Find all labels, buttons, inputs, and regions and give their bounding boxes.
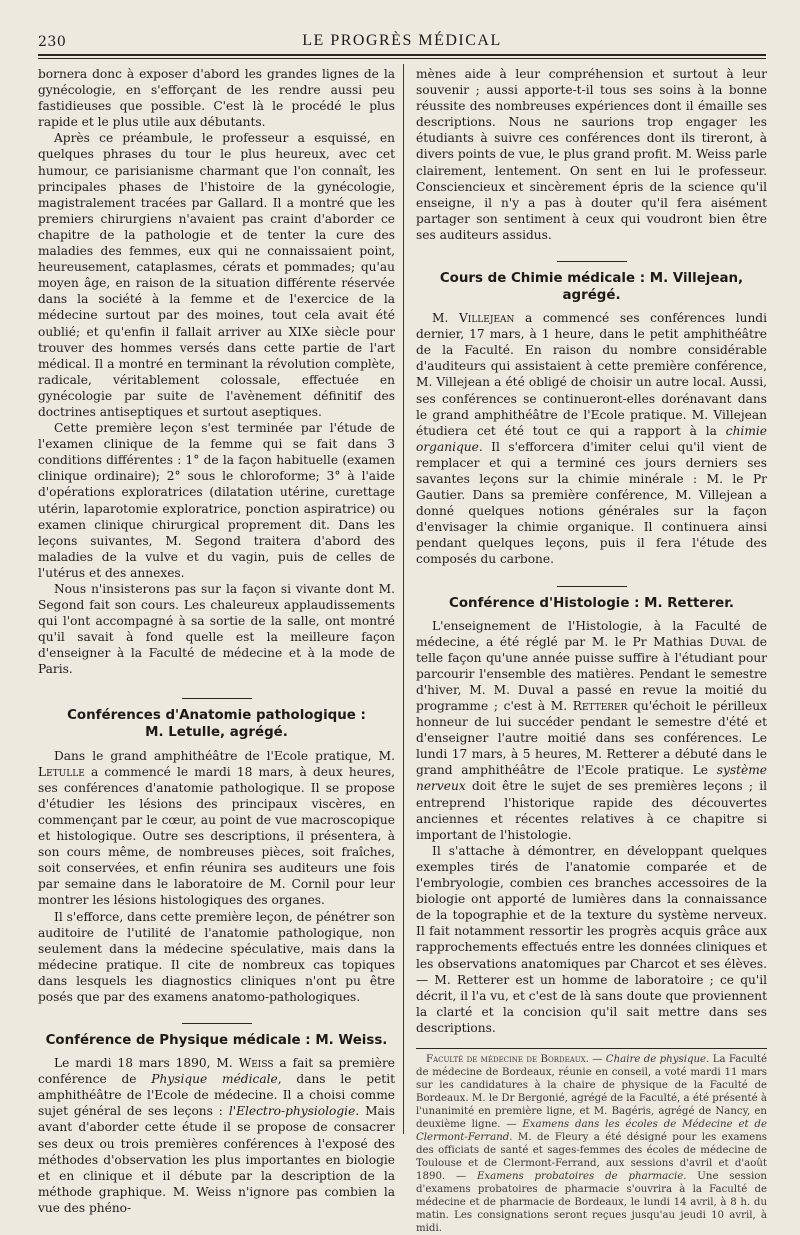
text-run: a commencé ses conférences lundi dernier, 17 mars, à 1 heure, dans le petit amphithéâtre de la Faculté. En raison du nombre considérable d'auditeurs qui assistaient à cette première conférence, M. Villejean a été obligé de choisir un autre local. Aussi, ses conférences se continueront-elles dorénavant dans le grand amphithéâtre de l'Ecole pratique. M. Villejean étudiera cet été tout ce qui a rapport à la	[416, 311, 767, 438]
text-run: a commencé le mardi 18 mars, à deux heures, ses conférences d'anatomie pathologique. Il se propose d'étudier les lésions des principaux viscères, en commençant par le cœur, au point de vue macroscopique et histologique. Outre ses descriptions, il présentera, à son cours même, de nombreuses pièces, soit fraîches, soit conservées, et enfin réunira ses auditeurs une fois par semaine dans le laboratoire de M. Cornil pour leur montrer les lésions histologiques des organes.	[38, 764, 395, 908]
column-divider	[403, 64, 404, 1134]
author-name: Weiss	[238, 1056, 274, 1071]
paragraph: Cette première leçon s'est terminée par l'étude de l'examen clinique de la femme qui se fait dans 3 conditions différentes : 1° de la façon habituelle (examen clinique ordinaire); 2° sous le chloroforme; 3° à l'aide d'opérations exploratrices (dilatation utérine, curettage utérin, laparotomie exploratrice, ponction aspiratrice) ou examen clinique chirurgical proprement dit. Dans les leçons suivantes, M. Segond traitera d'abord des maladies de la vulve et du vagin, puis de celles de l'utérus et des annexes.	[38, 421, 395, 580]
section-separator	[557, 586, 627, 587]
section-separator	[182, 1023, 252, 1024]
italic-text: Examens dans les écoles de Médecine et de Clermont-Ferrand	[416, 1118, 767, 1143]
paragraph: Il s'attache à démontrer, en développant quelques exemples tirés de l'anatomie comparée et de l'embryologie, combien ces branches accessoires de la biologie ont apporté de lumières dans la connaissance de la topographie et de la texture du système nerveux. Il fait notamment ressortir les progrès acquis grâce aux rapprochements effectués entre les données cliniques et les observations anatomiques par Charcot et ses élèves.— M. Retterer est un homme de laboratoire ; ce qu'il décrit, il l'a vu, et c'est de là sans doute que proviennent la clarté et la concision qu'il sait mettre dans ses descriptions.	[416, 843, 767, 1035]
note-paragraph	[416, 1053, 767, 1235]
text-run: La Faculté de médecine de Bordeaux, réunie en conseil, a voté mardi 11 mars sur les candidatures à la chaire de physique de la Faculté de Bordeaux. M. le Dr Bergonié, agrégé de la Faculté, a été présenté à l'unanimité en première ligne, et M. Bagéris, agrégé de Nancy, en deuxième ligne. —	[416, 1053, 768, 1130]
text-run: . Il s'efforcera d'imiter celui qu'il vient de remplacer et qui a terminé ces jours derniers ses savantes leçons sur la chimie minérale : M. le Pr Gautier. Dans sa première conférence, M. Villejean a donné quelques notions générales sur la façon d'envisager la chimie organique. Il continuera ainsi pendant quelques leçons, puis il fera l'étude des composés du carbone.	[416, 439, 767, 567]
paragraph	[38, 1055, 395, 1216]
section-title-line: agrégé.	[562, 288, 621, 304]
section-title-line: Cours de Chimie médicale : M. Villejean,	[439, 271, 744, 287]
paragraph: mènes aide à leur compréhension et surtout à leur souvenir ; aussi apporte-t-il tous ses soins à la bonne réussite des nombreuses expériences dont il émaille ses descriptions. Nous ne saurions trop engager les étudiants à suivre ces conférences dont ils tireront, à divers points de vue, le plus grand profit. M. Weiss parle clairement, lentement. On sent en lui le professeur. Consciencieux et sincèrement épris de la science qu'il enseigne, il n'y a pas à douter qu'il fera aisément partager son sentiment à ceux qui voudront bien être ses auditeurs assidus.	[416, 67, 767, 242]
faculty-notes	[416, 1053, 767, 1235]
page-number: 230	[38, 34, 67, 50]
italic-text: système nerveux	[416, 763, 767, 794]
paragraph: Nous n'insisterons pas sur la façon si vivante dont M. Segond fait son cours. Les chaleureux applaudissements qui l'ont accompagné à sa sortie de la salle, ont montré qu'il savait à fond quelle est la meilleure façon d'enseigner à la Faculté de médecine et à la mode de Paris.	[38, 582, 395, 677]
paragraph: Il s'efforce, dans cette première leçon, de pénétrer son auditoire de l'utilité de l'anatomie pathologique, non seulement dans la médecine spéculative, mais dans la médecine pratique. Il cite de nombreux cas topiques dans lesquels les diagnostics cliniques n'ont pu être posés que par des examens anatomo-pathologiques.	[38, 909, 395, 1004]
text-run: Une session d'examens probatoires de pharmacie s'ouvrira à la Faculté de médecine et de pharmacie de Bordeaux, le lundi 14 avril, à 8 h. du matin. Les consignations seront reçues jusqu'au jeudi 10 avril, à midi.	[416, 1170, 767, 1234]
left-column	[38, 66, 395, 1216]
author-name: Duval	[709, 634, 746, 649]
author-name: Letulle	[38, 764, 85, 779]
section-title-line: M. Letulle, agrégé.	[145, 724, 288, 740]
section-title-chimie	[416, 270, 767, 304]
notes-rule	[416, 1048, 767, 1049]
text-run: Dans le grand amphithéâtre de l'Ecole pratique, M.	[54, 748, 395, 763]
text-run: , dans le petit amphithéâtre de l'Ecole de médecine. Il a choisi comme sujet général de ses leçons :	[38, 1072, 395, 1119]
paragraph: Après ce préambule, le professeur a esquissé, en quelques phrases du tour le plus heureux, avec cet humour, ce parisianisme charmant que l'on connaît, les principales phases de l'histoire de la gynécologie, magistralement tracées par Gallard. Il a montré que les premiers chirurgiens n'avaient pas craint d'aborder ce chapitre de la pathologie et de tenter la cure des maladies des femmes, eux qui ne connaissaient point, heureusement, cataplasmes, cérats et pommades; qu'au moyen âge, en raison de la situation différente réservée dans la société à la femme et de l'exercice de la médecine surtout par des moines, tout cela avait été oublié; et qu'enfin il fallait arriver au XIXe siècle pour trouver des hommes versés dans cette partie de l'art médical. Il a montré en terminant la révolution complète, radicale, véritablement colossale, effectuée en gynécologie par suite de l'avènement définitif des doctrines antiseptiques et surtout aseptiques.	[38, 131, 395, 419]
section-title-histologie: Conférence d'Histologie : M. Retterer.	[449, 595, 734, 611]
section-title-physique: Conférence de Physique médicale : M. Weiss.	[45, 1033, 388, 1049]
text-run: M.	[432, 311, 459, 326]
text-run: . Mais avant d'aborder cette étude il se propose de consacrer ses deux ou trois premières conférences à l'exposé des méthodes d'observation les plus importantes en biologie et en clinique et il débute par la description de la méthode graphique. M. Weiss n'ignore pas combien la vue des phéno-	[38, 1104, 395, 1215]
section-separator	[557, 261, 627, 262]
section-title-line: Conférences d'Anatomie pathologique :	[67, 707, 366, 723]
italic-text: Chaire de physique.	[605, 1053, 710, 1065]
italic-text: Physique médicale	[151, 1072, 278, 1087]
paragraph	[416, 310, 767, 568]
section-separator	[182, 698, 252, 699]
note-heading: Faculté de médecine de Bordeaux.	[426, 1053, 589, 1065]
paragraph	[38, 748, 395, 909]
text-run: . M. de Fleury a été désigné pour les examens des officiats de santé et sages-femmes des écoles de médecine de Toulouse et de Clermont-Ferrand, aux sessions d'avril et d'août 1890. —	[416, 1131, 767, 1182]
author-name: Villejean	[458, 311, 515, 326]
italic-text: chimie organique	[416, 423, 767, 454]
section-title-anatomie	[38, 707, 395, 741]
text-run: de telle façon qu'une année puisse suffire à l'étudiant pour parcourir l'ensemble des matières. Pendant le semestre d'hiver, M. M. Duval a passé en revue la moitié du programme ; c'est à M.	[416, 634, 767, 713]
text-run: a fait sa première conférence de	[38, 1056, 395, 1087]
header-rule-thin	[38, 58, 766, 59]
paragraph	[416, 618, 767, 843]
text-run: —	[588, 1053, 606, 1065]
page-header	[38, 30, 766, 52]
text-run: doit être le sujet de ses premières leçons ; il entreprend l'historique rapide des découvertes anciennes et récentes relatives à ce chapitre si important de l'histologie.	[416, 779, 767, 842]
journal-title: LE PROGRÈS MÉDICAL	[302, 32, 502, 49]
text-run: qu'échoit le périlleux honneur de lui succéder pendant le semestre d'été et d'enseigner l'autre moitié dans ses conférences. Le lundi 17 mars, à 5 heures, M. Retterer a débuté dans le grand amphithéâtre de l'Ecole pratique. Le	[416, 699, 767, 778]
header-rule	[38, 54, 766, 56]
text-run: Le mardi 18 mars 1890, M.	[54, 1056, 239, 1071]
text-run: L'enseignement de l'Histologie, à la Faculté de médecine, a été réglé par M. le Pr Mathias	[416, 618, 767, 649]
italic-text: Examens probatoires de pharmacie.	[477, 1170, 687, 1182]
author-name: Retterer	[572, 699, 628, 713]
italic-text: l'Electro-physiologie	[228, 1104, 356, 1119]
right-column	[416, 66, 767, 1235]
paragraph: bornera donc à exposer d'abord les grandes lignes de la gynécologie, en s'efforçant de les rendre aussi peu fastidieuses que possible. C'est là le procédé le plus rapide et le plus utile aux débutants.	[38, 67, 395, 130]
